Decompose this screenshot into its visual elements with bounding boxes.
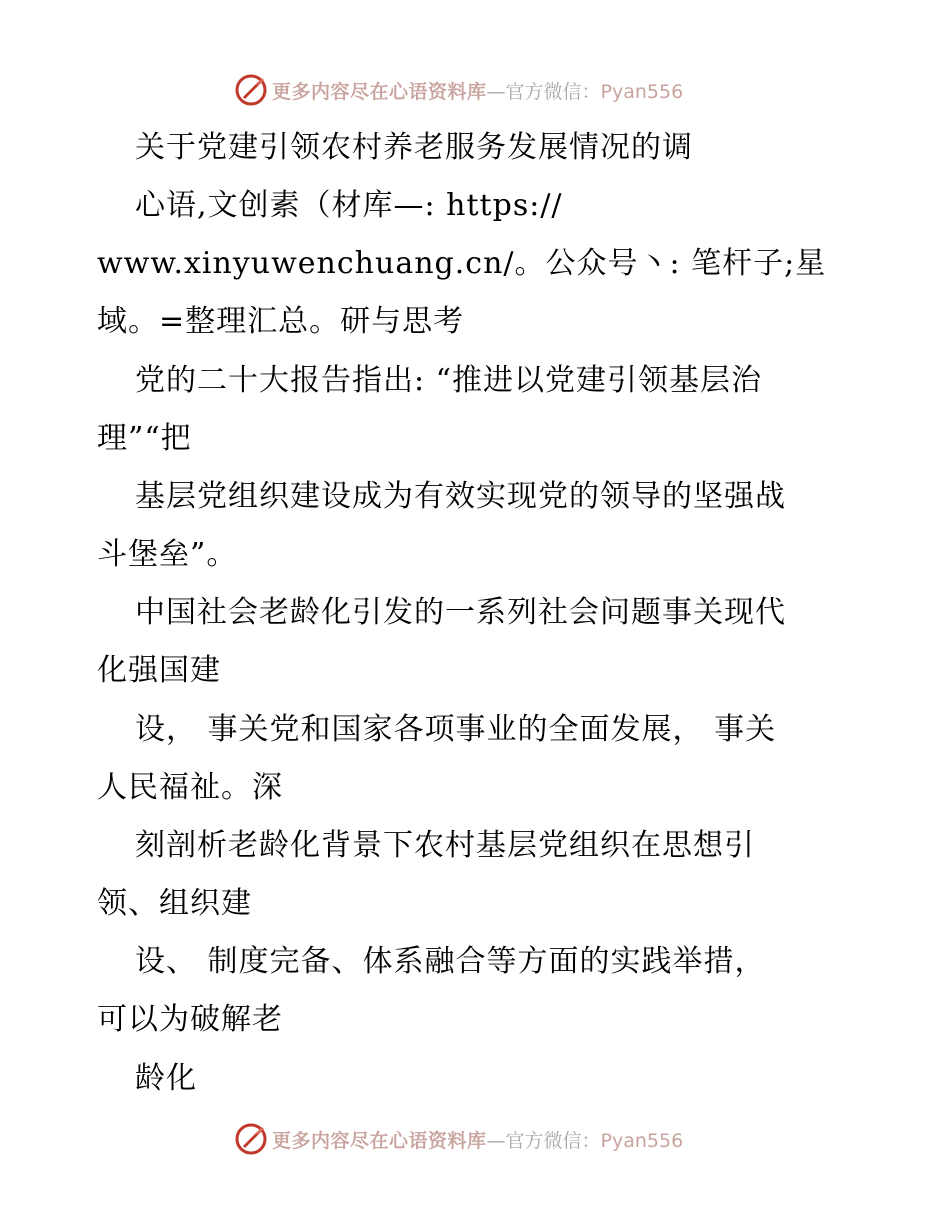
doc-line: 理”“把 — [97, 421, 192, 456]
doc-line: 龄化 — [135, 1061, 197, 1096]
doc-line: 斗堡垒”。 — [97, 537, 238, 572]
doc-line: www.xinyuwenchuang.cn/。公众号丶: 笔杆子;星 — [97, 246, 827, 281]
watermark-dash: — — [486, 1129, 506, 1152]
watermark-wechat-label: 官方微信： — [505, 80, 601, 103]
doc-line: 刻剖析老龄化背景下农村基层党组织在思想引 — [135, 828, 755, 863]
doc-line: 心语,文创素（材库—: https:// — [135, 188, 563, 223]
doc-title-line: 关于党建引领农村养老服务发展情况的调 — [135, 130, 693, 165]
doc-line: 人民福祉。深 — [97, 770, 283, 805]
doc-line: 中国社会老龄化引发的一系列社会问题事关现代 — [135, 595, 786, 630]
watermark-wechat-id: Pyan556 — [600, 80, 684, 103]
doc-line: 化强国建 — [97, 653, 221, 688]
watermark-wechat-label: 官方微信： — [505, 1129, 601, 1152]
doc-line: 领、组织建 — [97, 886, 252, 921]
doc-line: 基层党组织建设成为有效实现党的领导的坚强战 — [135, 479, 786, 514]
header-watermark — [234, 73, 683, 107]
doc-line: 设， 事关党和国家各项事业的全面发展， 事关 — [135, 712, 777, 747]
doc-line: 设、 制度完备、体系融合等方面的实践举措， — [135, 944, 766, 979]
watermark-wechat-id: Pyan556 — [600, 1129, 684, 1152]
watermark-dash: — — [486, 80, 506, 103]
quill-logo-icon — [234, 73, 268, 107]
doc-line: 党的二十大报告指出: “推进以党建引领基层治 — [135, 363, 762, 398]
footer-watermark — [234, 1122, 683, 1156]
quill-logo-icon — [234, 1122, 268, 1156]
watermark-site-text: 更多内容尽在心语资料库 — [272, 1129, 487, 1152]
doc-line: 可以为破解老 — [97, 1002, 283, 1037]
watermark-site-text: 更多内容尽在心语资料库 — [272, 80, 487, 103]
doc-line: 域。=整理汇总。研与思考 — [97, 304, 465, 339]
